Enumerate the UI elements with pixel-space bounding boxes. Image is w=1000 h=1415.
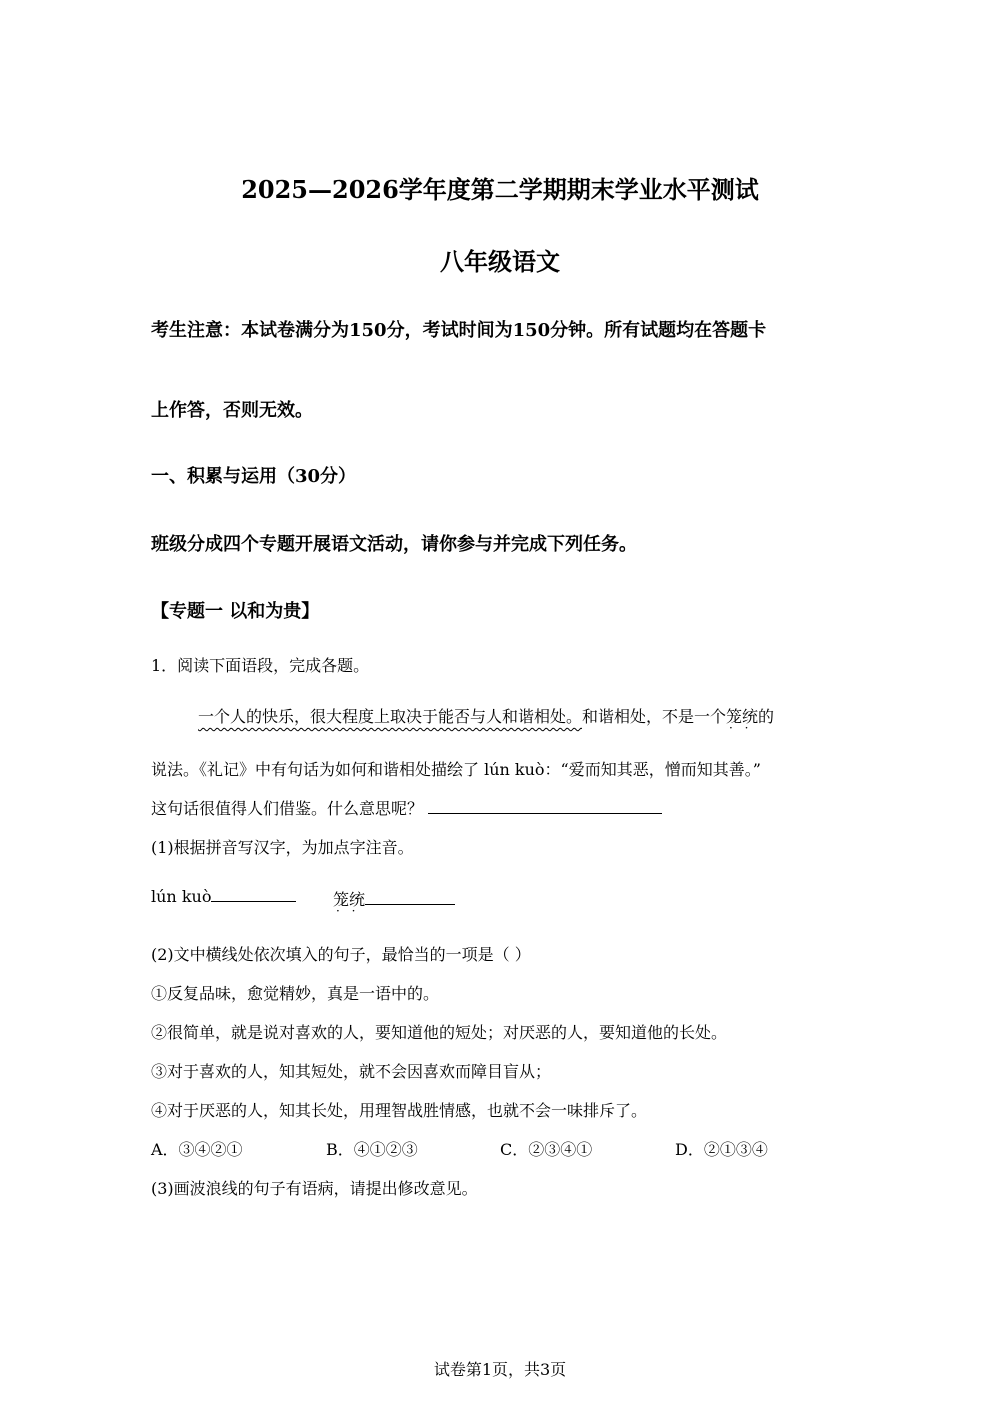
passage-text: 和谐相处，不是一个 [582, 707, 727, 726]
sub-question-3: (3)画波浪线的句子有语病，请提出修改意见。 [151, 1179, 478, 1198]
sub-question-2: (2)文中横线处依次填入的句子，最恰当的一项是（ ） [151, 945, 531, 964]
zhuyin-word: 笼统 · · [333, 887, 365, 910]
question-stem: 1．阅读下面语段，完成各题。 [151, 656, 370, 675]
option-b[interactable]: B．④①②③ [326, 1140, 418, 1159]
zhuyin-answer-row [333, 887, 455, 910]
exam-title: 2025—2026学年度第二学期期末学业水平测试 [241, 175, 759, 204]
topic-heading: 【专题一 以和为贵】 [151, 601, 320, 622]
passage-line-2: 说法。《礼记》中有句话为如何和谐相处描绘了 lún kuò：“爱而知其恶，憎而知其善。” [151, 760, 761, 779]
sentence-2: ②很简单，就是说对喜欢的人，要知道他的短处；对厌恶的人，要知道他的长处。 [151, 1023, 728, 1042]
sentence-3: ③对于喜欢的人，知其短处，就不会因喜欢而障目盲从； [151, 1062, 552, 1081]
exam-subtitle: 八年级语文 [440, 247, 560, 276]
wavy-sentence: 一个人的快乐，很大程度上取决于能否与人和谐相处。 [198, 707, 583, 726]
sub-question-1: (1)根据拼音写汉字，为加点字注音。 [151, 838, 414, 857]
pinyin-answer-row [151, 887, 296, 906]
answer-blank[interactable] [428, 799, 662, 814]
passage-line-3-text: 这句话很值得人们借鉴。什么意思呢？ [151, 799, 424, 818]
section-heading: 一、积累与运用（30分） [151, 466, 357, 487]
option-c[interactable]: C．②③④① [500, 1140, 593, 1159]
sentence-1: ①反复品味，愈觉精妙，真是一语中的。 [151, 984, 440, 1003]
passage-line-3 [151, 796, 662, 819]
passage-line-1 [198, 704, 774, 727]
sentence-4: ④对于厌恶的人，知其长处，用理智战胜情感，也就不会一味排斥了。 [151, 1101, 648, 1120]
option-d[interactable]: D．②①③④ [675, 1140, 768, 1159]
notice-line-1: 考生注意：本试卷满分为150分，考试时间为150分钟。所有试题均在答题卡 [151, 320, 767, 341]
section-intro: 班级分成四个专题开展语文活动，请你参与并完成下列任务。 [151, 534, 637, 555]
pinyin-label: lún kuò [151, 887, 212, 906]
option-a[interactable]: A．③④②① [151, 1140, 243, 1159]
passage-text-end: 的 [758, 707, 775, 726]
page-footer: 试卷第1页，共3页 [433, 1360, 567, 1379]
pinyin-blank[interactable] [211, 887, 296, 902]
dotted-word: 笼统 · · [726, 704, 758, 727]
zhuyin-blank[interactable] [365, 890, 455, 905]
notice-line-2: 上作答，否则无效。 [151, 400, 313, 421]
